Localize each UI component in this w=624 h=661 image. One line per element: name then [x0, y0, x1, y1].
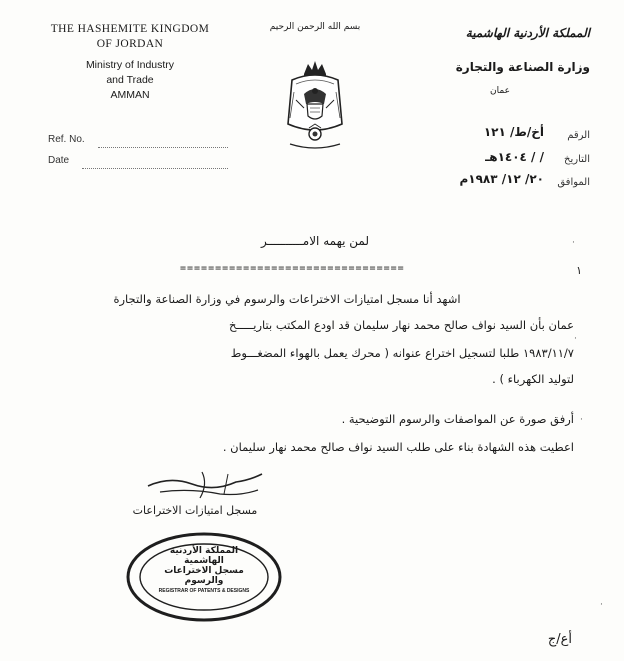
letterhead-en-ministry — [50, 58, 210, 103]
margin-speck: · — [600, 600, 603, 610]
stamp-line-1: المملكة الأردنية الهاشمية — [169, 546, 239, 566]
salutation-underline: ================================ — [180, 263, 405, 274]
body-line-3: ١٩٨٣/١١/٧ طلبا لتسجيل اختراع عنوانه ( محرك يعمل بالهواء المضغـــوط — [230, 346, 574, 360]
margin-speck: · — [580, 415, 583, 425]
signature — [140, 464, 270, 504]
ref-label-ar: الرقم — [567, 130, 590, 141]
letterhead-en-line5: AMMAN — [110, 89, 150, 101]
letterhead-en-line3: Ministry of Industry — [85, 59, 175, 71]
salutation: لمن يهمه الامــــــــــر — [261, 234, 369, 248]
ref-value: أخ/ط/ ١٢١ — [483, 125, 544, 139]
greg-value: ٢٠/ ١٢/ ١٩٨٣م — [459, 172, 544, 186]
hijri-value: / / ١٤٠٤هـ — [485, 150, 544, 164]
body-line-4: لتوليد الكهرباء ) . — [492, 372, 574, 386]
signature-title: مسجل امتيازات الاختراعات — [132, 504, 258, 517]
attachment-line: أرفق صورة عن المواصفات والرسوم التوضيحية . — [341, 412, 574, 426]
letterhead-ar-ministry: وزارة الصناعة والتجارة — [455, 60, 590, 74]
letterhead-ar-kingdom: المملكة الأردنية الهاشمية — [465, 26, 590, 40]
margin-mark: ١ — [576, 264, 582, 277]
letterhead-en-kingdom — [40, 22, 220, 52]
ref-dots — [98, 146, 228, 148]
ref-label: Ref. No. — [48, 134, 85, 145]
footer-initials: أع/ج — [547, 632, 572, 647]
stamp-line-2: مسجل الاختراعات والرسوم — [164, 566, 244, 586]
margin-speck: · — [572, 238, 575, 248]
letterhead-en-line1: THE HASHEMITE KINGDOM — [50, 23, 210, 35]
issue-line: اعطيت هذه الشهادة بناء على طلب السيد نواف صالح محمد نهار سليمان . — [222, 440, 574, 454]
coat-of-arms-emblem — [282, 58, 348, 154]
date-dots — [82, 167, 228, 169]
margin-speck: · — [574, 334, 577, 344]
official-stamp — [124, 530, 284, 625]
body-line-1: اشهد أنا مسجل امتيازات الاختراعات والرسوم في وزارة الصناعة والتجارة — [113, 292, 461, 306]
date-label: Date — [48, 155, 70, 166]
basmala: بسم الله الرحمن الرحيم — [269, 22, 361, 32]
body-line-2: عمان بأن السيد نواف صالح محمد نهار سليمان قد اودع المكتب بتاريـــــخ — [229, 318, 574, 332]
date-label-ar: التاريخ — [564, 154, 590, 165]
letterhead-en-line4: and Trade — [106, 74, 154, 86]
letterhead-ar-city: عمان — [490, 86, 510, 96]
corr-label-ar: الموافق — [557, 177, 590, 188]
letterhead-en-line2: OF JORDAN — [96, 38, 164, 50]
stamp-line-3: REGISTRAR OF PATENTS & DESIGNS — [158, 588, 250, 594]
